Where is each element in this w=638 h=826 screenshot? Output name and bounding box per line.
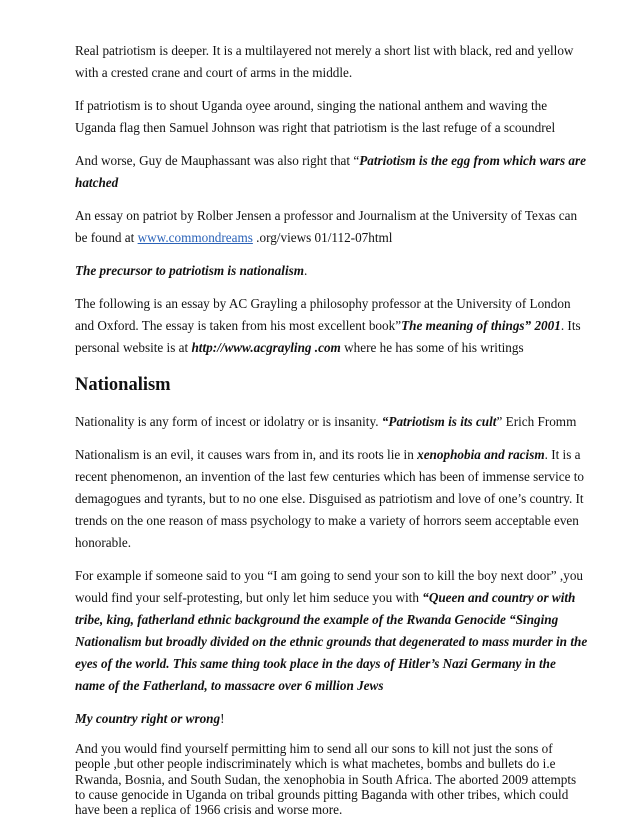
paragraph-permitting-sons [75,741,575,817]
book-title: The meaning of things” 2001 [401,318,561,333]
text-line: And you would find yourself permitting him to send all our sons to kill not just the sons of [75,741,553,756]
text-line: If patriotism is to shout Uganda oyee around, singing the national anthem and waving the [75,98,548,113]
text-line [75,444,581,466]
text-line: Rwanda, Bosnia, and South Sudan, the xenophobia in South Africa. The aborted 2009 attempts [75,771,577,787]
emphasis-line: name of the Fatherland, to massacre over 6 million Jews [75,678,384,693]
text-line: trends on the one reason of mass psychology to make a variety of horrors seem acceptable even [75,513,579,528]
paragraph-mauphassant-quote [75,150,586,194]
document-body [75,40,588,818]
text-line [75,337,575,359]
paragraph-precursor [75,260,575,282]
text-line: Uganda flag then Samuel Johnson was right that patriotism is the last refuge of a scoundrel [75,120,556,135]
text-line [75,411,575,433]
text-span: ” Erich Fromm [496,414,577,429]
text-line: recent phenomenon, an invention of the last few centuries which has been of immense service to [75,469,585,484]
text-span: . It is a [544,447,581,462]
paragraph-uganda-oyee [75,95,575,139]
text-span: Nationality is any form of incest or idolatry or is insanity. [75,414,382,429]
text-line: people ,but other people indiscriminately which is what machetes, bombs and bullets do i.e [75,756,556,772]
text-line [75,587,575,609]
commondreams-link[interactable]: www.commondreams [137,230,253,245]
paragraph-fromm-quote [75,411,575,433]
text-line [75,227,575,249]
paragraph-jensen-essay [75,205,578,249]
paragraph-example-rwanda [75,565,588,697]
text-line: The following is an essay by AC Grayling a philosophy professor at the University of London [75,296,571,311]
paragraph-real-patriotism [75,40,575,84]
text-line: Real patriotism is deeper. It is a multilayered not merely a short list with black, red and yellow [75,43,574,58]
emphasis-line: Nationalism but broadly divided on the ethnic grounds that degenerated to mass murder in the [75,634,588,649]
text-line [75,260,575,282]
text-line: to cause genocide in Uganda on tribal grounds pitting Baganda with other tribes, which could [75,786,569,802]
text-span: . Its [560,318,581,333]
paragraph-nationalism-evil [75,444,585,554]
text-line [75,315,581,337]
text-line: An essay on patriot by Rolber Jensen a professor and Journalism at the University of Texas can [75,208,578,223]
emphasis-text: xenophobia and racism [417,447,545,462]
text-line: have been a replica of 1966 crisis and worse more. [75,802,343,818]
quote-text: Patriotism is the egg from which wars are [359,153,586,168]
emphasis-text: “Queen and country or with [422,590,576,605]
text-line [75,150,586,172]
paragraph-grayling-essay [75,293,581,359]
text-span: would find your self-protesting, but only let him seduce you with [75,590,423,605]
text-span: ! [220,711,225,726]
text-line: honorable. [75,535,132,550]
emphasis-line: tribe, king, fatherland ethnic background the example of the Rwanda Genocide “Singing [75,612,559,627]
text-span: personal website is at [75,340,192,355]
website-url: http://www.acgrayling .com [191,340,341,355]
text-span: . [304,263,308,278]
section-heading-nationalism: Nationalism [75,375,171,395]
emphasis-line: eyes of the world. This same thing took place in the days of Hitler’s Nazi Germany in the [75,656,556,671]
text-span: .org/views 01/112-07html [252,230,393,245]
text-line [75,708,575,730]
text-span: Nationalism is an evil, it causes wars from in, and its roots lie in [75,447,418,462]
text-span: where he has some of his writings [340,340,524,355]
text-line: For example if someone said to you “I am going to send your son to kill the boy next door” ,you [75,568,584,583]
text-span: And worse, Guy de Mauphassant was also right that “ [75,153,360,168]
emphasis-text: My country right or wrong [75,711,221,726]
text-line: with a crested crane and court of arms in the middle. [75,65,353,80]
quote-text: “Patriotism is its cult [381,414,497,429]
quote-text: hatched [75,175,119,190]
text-span: be found at [75,230,138,245]
text-span: and Oxford. The essay is taken from his most excellent book” [75,318,402,333]
paragraph-my-country [75,708,575,730]
emphasis-text: The precursor to patriotism is nationalism [75,263,304,278]
text-line: demagogues and tyrants, but to no one else. Disguised as patriotism and love of one’s country. It [75,491,584,506]
